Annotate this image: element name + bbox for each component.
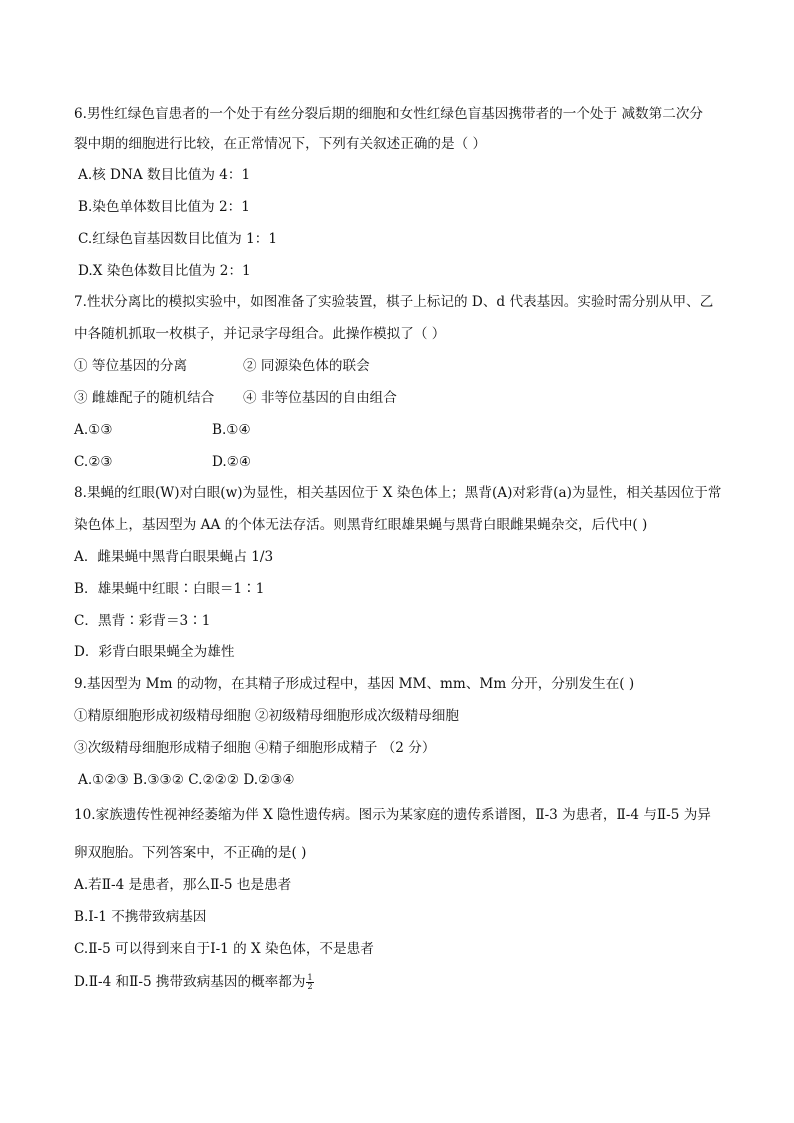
fraction (306, 974, 313, 991)
q7-option-c: C.②③ (74, 454, 113, 470)
q8-stem-line1: 8.果蝇的红眼(W)对白眼(w)为显性，相关基因位于 X 染色体上；黑背(A)对彩背(a)为显性，相关基因位于常 (74, 485, 722, 501)
q7-item-4: ④ 非等位基因的自由组合 (243, 390, 397, 406)
q8-option-d: D．彩背白眼果蝇全为雄性 (74, 644, 235, 660)
q7-item-3: ③ 雌雄配子的随机结合 (74, 390, 215, 406)
q6-stem-line1: 6.男性红绿色盲患者的一个处于有丝分裂后期的细胞和女性红绿色盲基因携带者的一个处于 减数第二次分 (74, 106, 704, 122)
q10-option-d-text: D.Ⅱ-4 和Ⅱ-5 携带致病基因的概率都为 (74, 974, 306, 990)
q6-option-a: A.核 DNA 数目比值为 4：1 (78, 167, 251, 183)
q10-option-c: C.Ⅱ-5 可以得到来自于Ⅰ-1 的 X 染色体，不是患者 (74, 941, 374, 957)
q10-option-b: B.Ⅰ-1 不携带致病基因 (74, 909, 207, 925)
q6-option-c: C.红绿色盲基因数目比值为 1：1 (78, 231, 277, 247)
q6-option-d: D.X 染色体数目比值为 2：1 (78, 263, 251, 279)
q10-stem-line2: 卵双胞胎。下列答案中，不正确的是( ) (74, 845, 307, 861)
fraction-numerator: 1 (307, 973, 313, 982)
fraction-denominator: 2 (307, 982, 313, 991)
q8-stem-line2: 染色体上，基因型为 AA 的个体无法存活。则黑背红眼雄果蝇与黑背白眼雌果蝇杂交，后代中( ) (74, 517, 648, 533)
q8-option-c: C．黑背∶彩背＝3∶1 (74, 613, 211, 629)
q9-options: A.①②③ B.③③② C.②②② D.②③④ (78, 772, 295, 788)
q6-stem-line2: 裂中期的细胞进行比较，在正常情况下，下列有关叙述正确的是（ ） (74, 136, 487, 152)
q9-items-line1: ①精原细胞形成初级精母细胞 ②初级精母细胞形成次级精母细胞 (74, 708, 459, 724)
q7-option-d: D.②④ (212, 454, 252, 470)
q7-stem-line2: 中各随机抓取一枚棋子，并记录字母组合。此操作模拟了（ ） (74, 326, 446, 342)
q7-item-1: ① 等位基因的分离 (74, 358, 188, 374)
q9-items-line2: ③次级精母细胞形成精子细胞 ④精子细胞形成精子 （2 分） (74, 740, 436, 756)
q10-stem-line1: 10.家族遗传性视神经萎缩为伴 X 隐性遗传病。图示为某家庭的遗传系谱图，Ⅱ-3 为患者，Ⅱ-4 与Ⅱ-5 为异 (74, 807, 711, 823)
q7-item-2: ② 同源染色体的联会 (243, 358, 370, 374)
q8-option-a: A．雌果蝇中黑背白眼果蝇占 1/3 (74, 549, 274, 565)
q8-option-b: B．雄果蝇中红眼∶白眼＝1∶1 (74, 581, 265, 597)
q7-option-a: A.①③ (74, 422, 113, 438)
q7-stem-line1: 7.性状分离比的模拟实验中，如图准备了实验装置，棋子上标记的 D、d 代表基因。实验时需分别从甲、乙 (74, 294, 714, 310)
q9-stem-line1: 9.基因型为 Mm 的动物，在其精子形成过程中，基因 MM、mm、Mm 分开，分别发生在( ) (74, 676, 635, 692)
q10-option-a: A.若Ⅱ-4 是患者，那么Ⅱ-5 也是患者 (74, 877, 292, 893)
q10-option-d (74, 972, 314, 992)
q7-option-b: B.①④ (212, 422, 251, 438)
q6-option-b: B.染色单体数目比值为 2：1 (78, 199, 250, 215)
